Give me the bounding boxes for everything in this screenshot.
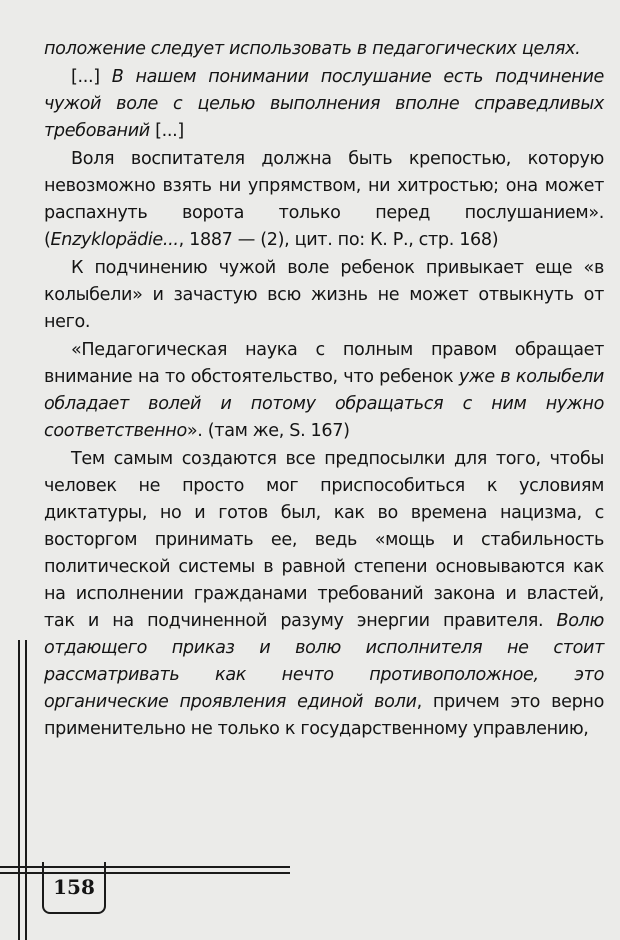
italic-text-run: В нашем понимании послушание есть подчинение чужой воле с целью выполнения вполне справедливых требований (44, 67, 605, 141)
paragraph (44, 255, 604, 336)
paragraph (44, 146, 604, 254)
text-run: ». (там же, S. 167) (186, 421, 350, 441)
paragraph (44, 337, 604, 445)
text-run: , 1887 — (2), цит. по: К. Р., стр. 168) (178, 230, 499, 250)
text-run: «Педагогическая наука с полным правом обращает внимание на то обстоятельство, что ребенок (44, 340, 604, 387)
text-run: Воля воспитателя должна быть крепостью, которую невозможно взять ни упрямством, ни хитростью; она может распахнуть ворота только перед послушанием». ( (44, 149, 604, 250)
page-number: 158 (42, 862, 106, 914)
margin-rule-left-outer (18, 640, 20, 940)
page-body-text (44, 36, 604, 744)
text-run: , причем это верно применительно не только к государственному управлению, (44, 692, 604, 739)
italic-text-run: Волю отдающего приказ и волю исполнителя не стоит рассматривать как нечто противоположное, это органические проявления единой воли (44, 611, 604, 712)
paragraph (44, 64, 604, 145)
text-run: Тем самым создаются все предпосылки для того, чтобы человек не просто мог приспособиться к условиям диктатуры, но и готов был, как во времена нацизма, с восторгом принимать ее, ведь «мощь и стабильность политической системы в равной степени основываются как на исполнении гражданами требований закона и властей, так и на подчиненной разуму энергии правителя. (44, 449, 604, 631)
italic-text-run: положение следует использовать в педагогических целях. (44, 39, 581, 59)
margin-rule-left-inner (25, 640, 27, 940)
text-run: К подчинению чужой воле ребенок привыкает еще «в колыбели» и зачастую всю жизнь не может отвыкнуть от него. (44, 258, 604, 332)
italic-text-run: уже в колыбели обладает волей и потому обращаться с ним нужно соответственно (44, 367, 604, 441)
paragraph (44, 36, 604, 63)
text-run: [...] (71, 67, 112, 87)
text-run: [...] (149, 121, 184, 141)
paragraph (44, 446, 604, 743)
italic-text-run: Enzyklopädie... (50, 230, 179, 250)
